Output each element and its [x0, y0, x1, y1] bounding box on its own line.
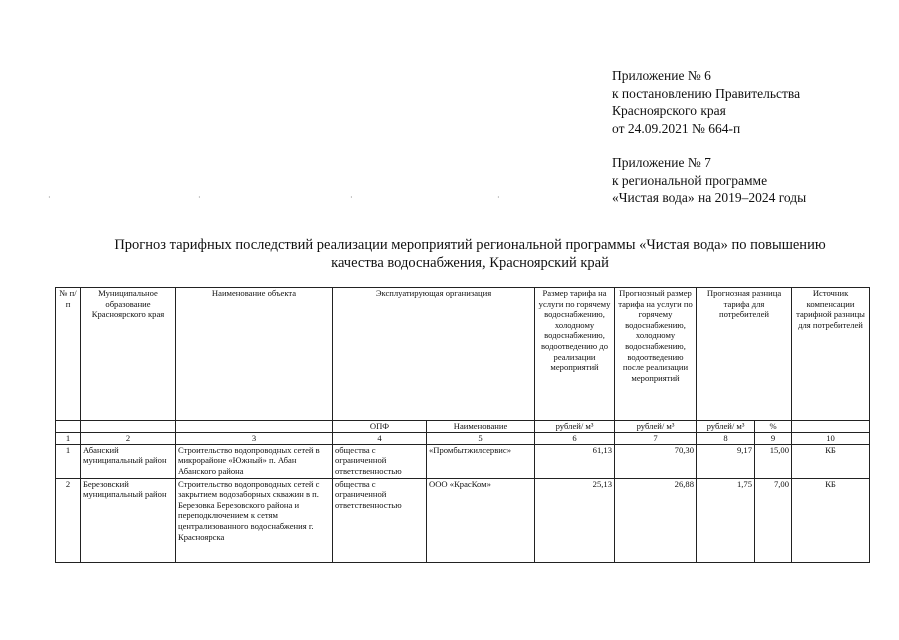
document-title — [40, 236, 899, 272]
row-tariff-before: 61,13 — [535, 444, 615, 478]
row-diff-pct: 15,00 — [755, 444, 792, 478]
appendix-6-title: Приложение № 6 — [612, 68, 711, 83]
row-object: Строительство водопроводных сетей в микрорайоне «Южный» п. Абан Абанского района — [176, 444, 333, 478]
table-subheader-row — [56, 421, 870, 433]
subheader-opf: ОПФ — [333, 421, 427, 433]
column-number: 3 — [176, 433, 333, 445]
header-num: № п/п — [56, 288, 81, 421]
column-number: 4 — [333, 433, 427, 445]
table-row — [56, 444, 870, 478]
row-object: Строительство водопроводных сетей с закрытием водозаборных скважин в п. Березовка Березовского района и переподключением к сетям централизованного водоснабжения г. Красноярска — [176, 478, 333, 562]
row-tariff-before: 25,13 — [535, 478, 615, 562]
header-operator: Эксплуатирующая организация — [333, 288, 535, 421]
column-number: 1 — [56, 433, 81, 445]
header-object: Наименование объекта — [176, 288, 333, 421]
column-number: 2 — [81, 433, 176, 445]
row-num: 1 — [56, 444, 81, 478]
row-org-name: «Промбытжилсервис» — [427, 444, 535, 478]
row-diff-pct: 7,00 — [755, 478, 792, 562]
appendix-6-line: Красноярского края — [612, 103, 726, 118]
row-opf: общества с ограниченной ответственностью — [333, 478, 427, 562]
row-diff-rub: 9,17 — [697, 444, 755, 478]
header-tariff-before: Размер тарифа на услуги по горячему водоснабжению, холодному водоснабжению, водоотведению до реализации мероприятий — [535, 288, 615, 421]
row-org-name: ООО «КрасКом» — [427, 478, 535, 562]
row-municipality: Абанский муниципальный район — [81, 444, 176, 478]
table-header-row — [56, 288, 870, 421]
table-row — [56, 478, 870, 562]
appendix-6-date: от 24.09.2021 № 664-п — [612, 120, 741, 136]
column-number: 5 — [427, 433, 535, 445]
document-title-line1: Прогноз тарифных последствий реализации мероприятий региональной программы «Чистая вода» по повышению — [114, 237, 826, 253]
scan-speck: · — [350, 193, 353, 202]
subheader-unit-before: рублей/ м³ — [535, 421, 615, 433]
column-number-row — [56, 433, 870, 445]
header-municipality: Муниципальное образование Красноярского края — [81, 288, 176, 421]
subheader-percent: % — [755, 421, 792, 433]
column-number: 6 — [535, 433, 615, 445]
document-title-line2: качества водоснабжения, Красноярский край — [331, 255, 609, 271]
appendix-7-line: «Чистая вода» на 2019–2024 годы — [612, 190, 807, 205]
scan-speck: · — [198, 193, 201, 202]
column-number: 8 — [697, 433, 755, 445]
header-difference: Прогнозная разница тарифа для потребителей — [697, 288, 792, 421]
subheader-unit-after: рублей/ м³ — [615, 421, 697, 433]
header-tariff-after: Прогнозный размер тарифа на услуги по горячему водоснабжению, холодному водоснабжению, водоотведению после реализации мероприятий — [615, 288, 697, 421]
appendix-7-line: к региональной программе — [612, 172, 768, 188]
scan-speck: · — [48, 193, 51, 202]
appendix-block — [612, 67, 806, 207]
scan-speck: · — [497, 193, 500, 202]
row-source: КБ — [792, 478, 870, 562]
subheader-name: Наименование — [427, 421, 535, 433]
row-source: КБ — [792, 444, 870, 478]
column-number: 10 — [792, 433, 870, 445]
appendix-7-title: Приложение № 7 — [612, 155, 711, 170]
row-municipality: Березовский муниципальный район — [81, 478, 176, 562]
column-number: 7 — [615, 433, 697, 445]
row-tariff-after: 70,30 — [615, 444, 697, 478]
row-tariff-after: 26,88 — [615, 478, 697, 562]
column-number: 9 — [755, 433, 792, 445]
row-num: 2 — [56, 478, 81, 562]
row-opf: общества с ограниченной ответственностью — [333, 444, 427, 478]
subheader-unit-diff: рублей/ м³ — [697, 421, 755, 433]
tariff-table — [55, 287, 870, 563]
header-source: Источник компенсации тарифной разницы для потребителей — [792, 288, 870, 421]
appendix-6-line: к постановлению Правительства — [612, 85, 801, 101]
row-diff-rub: 1,75 — [697, 478, 755, 562]
